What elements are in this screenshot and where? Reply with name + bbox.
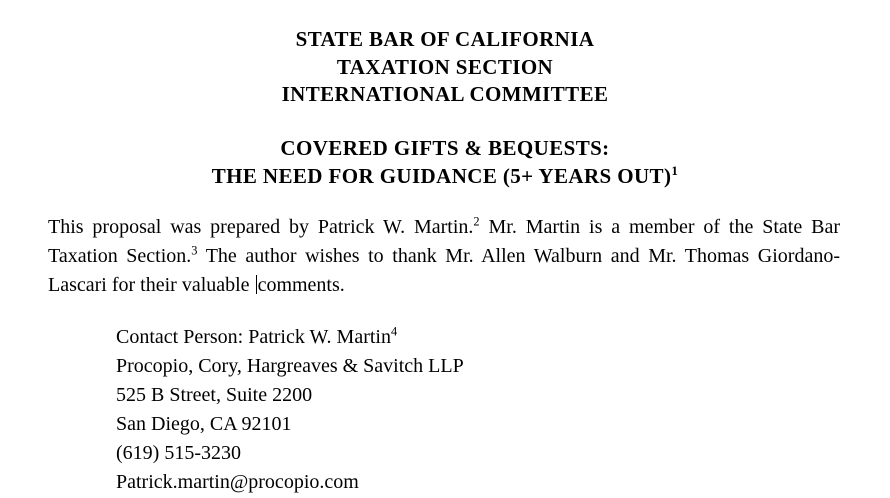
- document-header: [48, 26, 842, 109]
- document-title: [48, 135, 842, 190]
- spacer-after-header: [48, 109, 842, 135]
- contact-email: Patrick.martin@procopio.com: [116, 470, 359, 493]
- contact-block: [48, 323, 842, 497]
- title-line-2-text: THE NEED FOR GUIDANCE (5+ YEARS OUT): [211, 163, 672, 188]
- text-cursor: [256, 275, 257, 294]
- contact-phone: (619) 515-3230: [116, 441, 241, 464]
- spacer-after-title: [48, 191, 842, 213]
- title-footnote-marker: 1: [671, 162, 679, 178]
- intro-text-1: This proposal was prepared by Patrick W. Martin.: [48, 215, 474, 238]
- intro-text-3: The author wishes to thank Mr. Allen Walburn and Mr. Thomas Giordano-Lascari for their valuable: [48, 244, 840, 297]
- title-line-1: COVERED GIFTS & BEQUESTS:: [280, 136, 610, 161]
- title-line-2: [48, 163, 842, 191]
- header-line-2: TAXATION SECTION: [336, 54, 554, 79]
- intro-text-4: comments.: [257, 274, 345, 297]
- contact-street: 525 B Street, Suite 2200: [116, 383, 313, 406]
- contact-person-line: [116, 323, 842, 352]
- intro-footnote-3: 3: [191, 243, 198, 258]
- contact-firm: Procopio, Cory, Hargreaves & Savitch LLP: [116, 354, 464, 377]
- intro-text-2: Mr. Martin is a member of the State Bar Taxation Section.: [48, 215, 840, 267]
- contact-city-state-zip: San Diego, CA 92101: [116, 412, 292, 435]
- contact-footnote-4: 4: [390, 324, 398, 339]
- intro-footnote-2: 2: [473, 213, 480, 228]
- contact-person-label: Contact Person: Patrick W. Martin: [116, 325, 391, 348]
- header-line-1: STATE BAR OF CALIFORNIA: [295, 27, 595, 51]
- header-line-3: INTERNATIONAL COMMITTEE: [281, 82, 609, 107]
- intro-paragraph: [48, 213, 842, 301]
